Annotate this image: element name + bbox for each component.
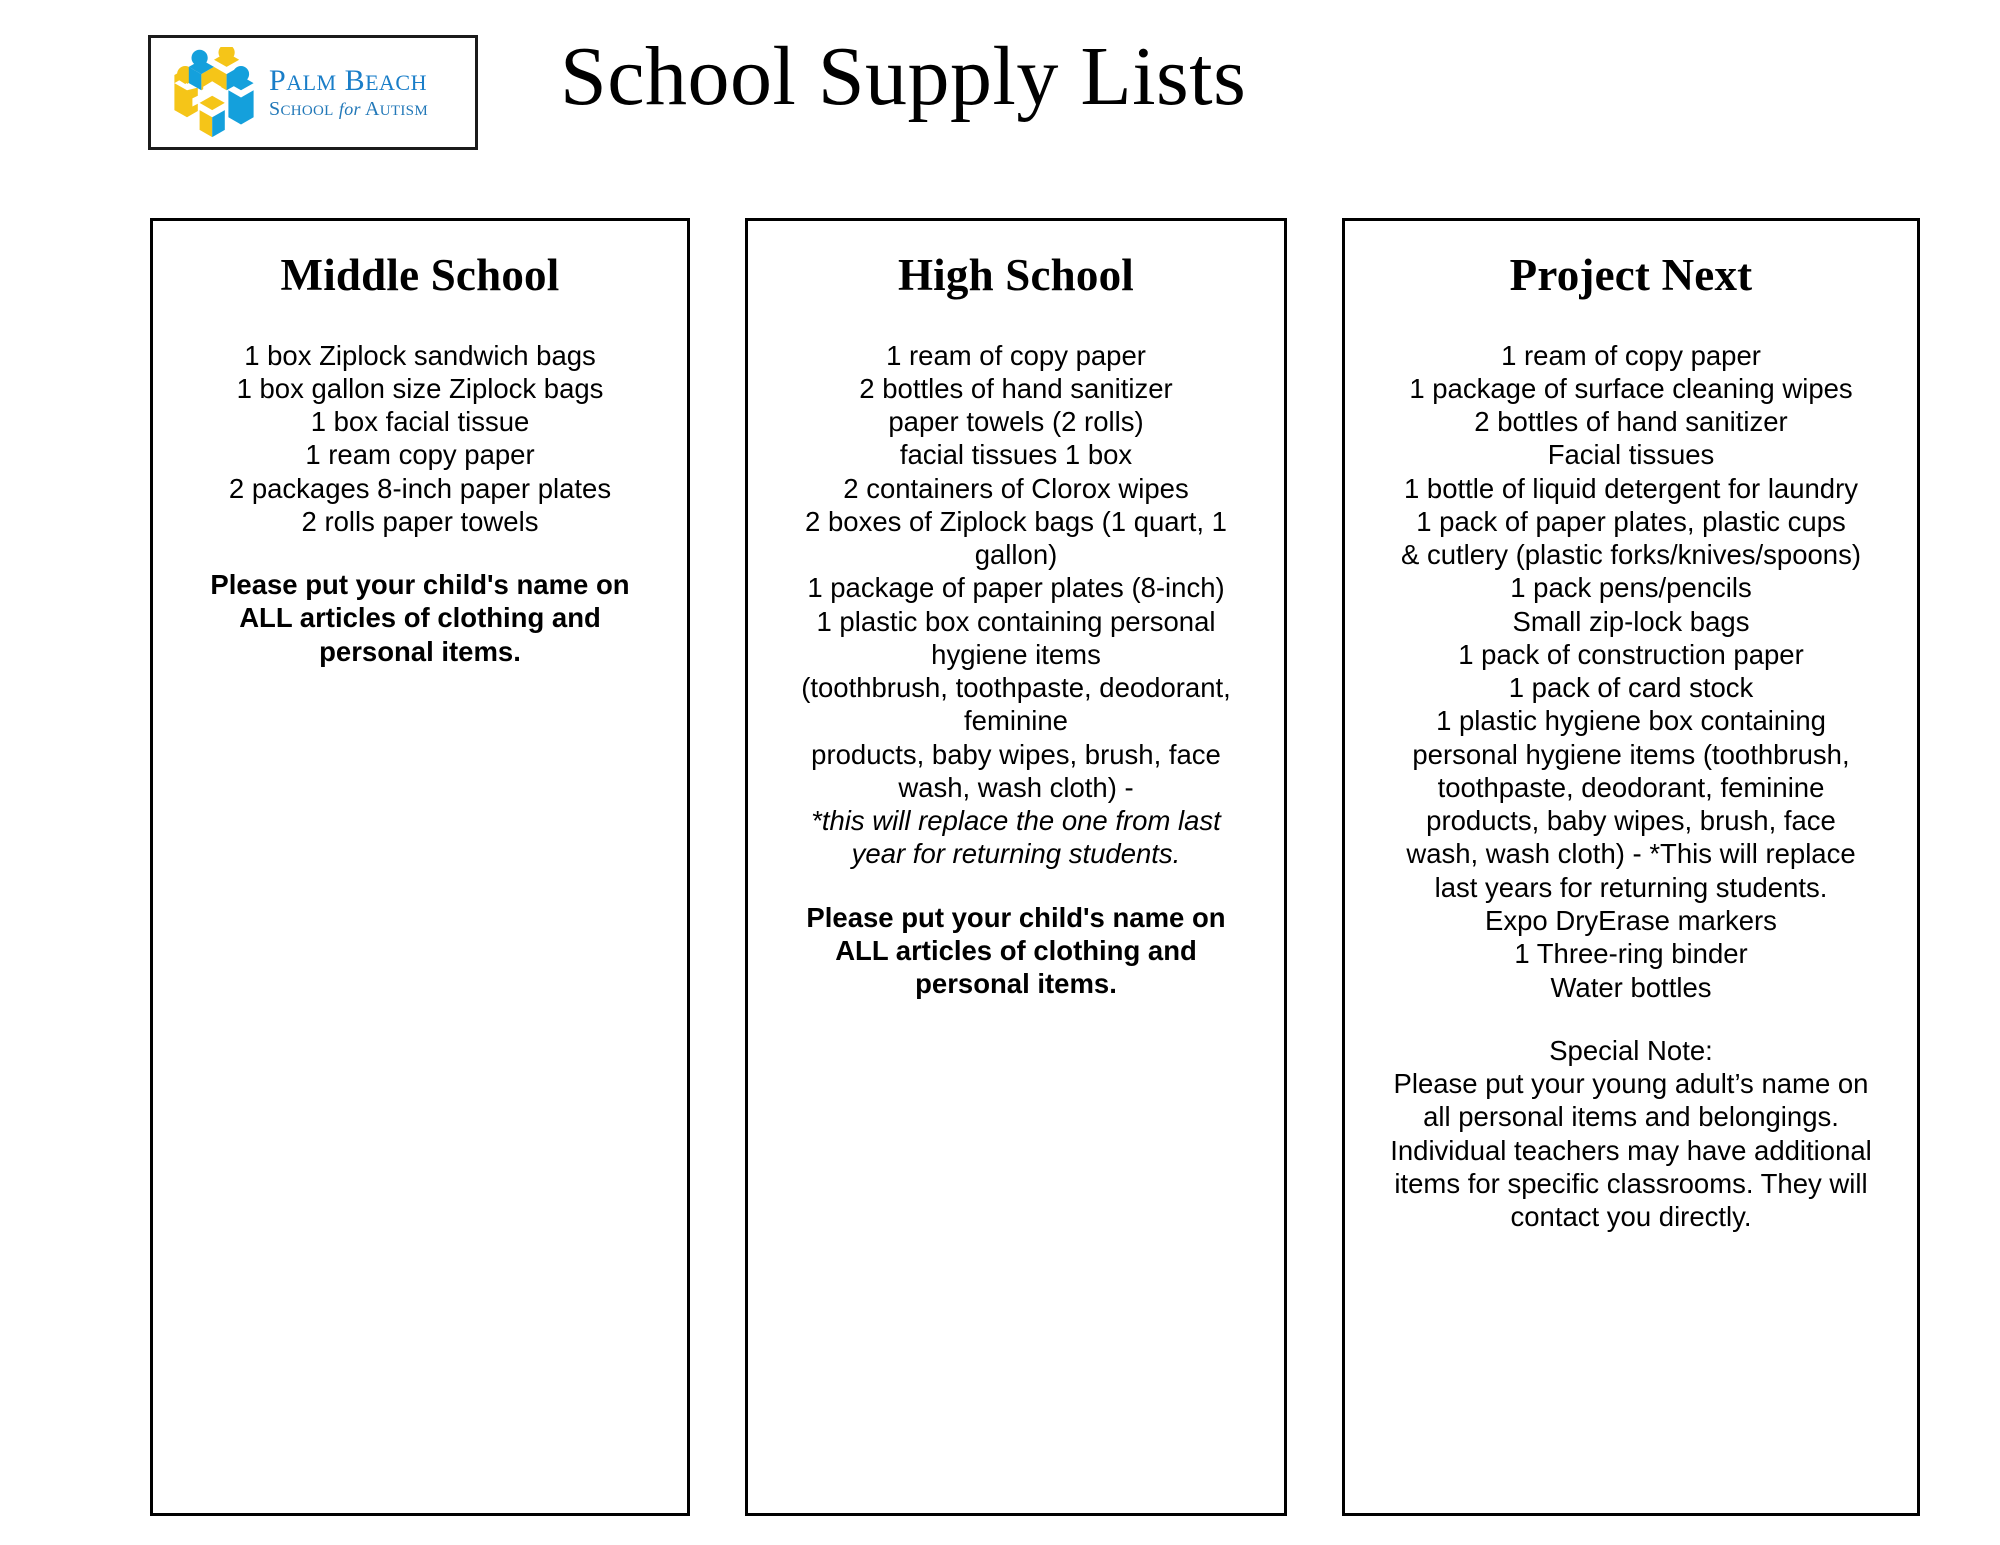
list-item: *this will replace the one from last (811, 805, 1221, 837)
list-item: wash, wash cloth) - *This will replace (1406, 838, 1856, 870)
list-item: 1 bottle of liquid detergent for laundry (1403, 472, 1859, 504)
list-item: 1 box gallon size Ziplock bags (236, 372, 604, 404)
list-item: 1 pack of paper plates, plastic cups (1416, 505, 1846, 537)
list-item: Individual teachers may have additional (1390, 1134, 1872, 1166)
palm-beach-school-for-autism-logo-icon (169, 47, 259, 139)
list-spacer (1359, 1004, 1903, 1034)
list-item: personal items. (915, 968, 1117, 1000)
list-item: personal hygiene items (toothbrush, (1412, 738, 1850, 770)
supply-list-card-high-school (745, 218, 1287, 1516)
list-item: Facial tissues (1547, 439, 1715, 471)
list-item: 1 pack of card stock (1508, 672, 1754, 704)
list-item: toothpaste, deodorant, feminine (1437, 771, 1825, 803)
page-title: School Supply Lists (560, 30, 1247, 123)
list-item: 2 bottles of hand sanitizer (859, 372, 1173, 404)
column-title-high-school: High School (897, 250, 1134, 300)
supply-lists-columns (0, 218, 2000, 1516)
list-item: facial tissues 1 box (899, 439, 1133, 471)
column-title-project-next: Project Next (1509, 250, 1753, 300)
list-item: last years for returning students. (1434, 871, 1828, 903)
list-item: 2 packages 8-inch paper plates (228, 472, 612, 504)
list-item: Please put your child's name on (210, 569, 630, 601)
list-item: 1 plastic box containing personal (816, 605, 1216, 637)
list-item: 1 ream of copy paper (1501, 339, 1761, 371)
supply-list-middle-school (167, 339, 673, 668)
list-item: 1 package of surface cleaning wipes (1409, 372, 1853, 404)
list-item: 1 ream of copy paper (886, 339, 1146, 371)
list-item: products, baby wipes, brush, face (811, 738, 1221, 770)
list-item: 1 box Ziplock sandwich bags (244, 339, 596, 371)
list-item: Water bottles (1550, 971, 1712, 1003)
list-item: all personal items and belongings. (1423, 1101, 1839, 1133)
list-item: Special Note: (1549, 1034, 1713, 1066)
logo-wordmark (269, 65, 428, 121)
list-item: gallon) (974, 539, 1058, 571)
list-item: Please put your young adult’s name on (1393, 1068, 1869, 1100)
list-spacer (167, 538, 673, 568)
list-item: contact you directly. (1510, 1201, 1752, 1233)
supply-list-project-next (1359, 339, 1903, 1234)
list-item: 1 pack pens/pencils (1510, 572, 1752, 604)
list-item: 1 plastic hygiene box containing (1436, 705, 1826, 737)
list-item: 2 containers of Clorox wipes (843, 472, 1189, 504)
list-item: 1 box facial tissue (310, 406, 530, 438)
logo-line-palm-beach: PALM BEACH (269, 63, 427, 97)
list-item: 1 pack of construction paper (1458, 638, 1804, 670)
list-item: ALL articles of clothing and (835, 935, 1197, 967)
list-item: Expo DryErase markers (1485, 905, 1777, 937)
list-item: feminine (964, 705, 1068, 737)
supply-list-card-middle-school (150, 218, 690, 1516)
page-header (0, 0, 2000, 150)
logo-line-school-for-autism: SCHOOL for AUTISM (269, 98, 428, 121)
list-item: paper towels (2 rolls) (888, 406, 1144, 438)
list-item: year for returning students. (851, 838, 1181, 870)
column-title-middle-school: Middle School (280, 250, 560, 300)
list-item: Please put your child's name on (806, 901, 1226, 933)
supply-list-card-project-next (1342, 218, 1920, 1516)
list-item: products, baby wipes, brush, face (1426, 805, 1836, 837)
list-item: ALL articles of clothing and (239, 602, 601, 634)
list-item: 1 ream copy paper (305, 439, 535, 471)
list-item: 1 Three-ring binder (1514, 938, 1748, 970)
list-spacer (762, 871, 1270, 901)
list-item: & cutlery (plastic forks/knives/spoons) (1400, 539, 1862, 571)
list-item: (toothbrush, toothpaste, deodorant, (801, 672, 1231, 704)
list-item: wash, wash cloth) - (898, 771, 1134, 803)
list-item: 2 bottles of hand sanitizer (1474, 406, 1788, 438)
list-item: hygiene items (931, 638, 1101, 670)
list-item: personal items. (319, 635, 521, 667)
school-logo-box (148, 35, 478, 150)
list-item: 2 boxes of Ziplock bags (1 quart, 1 (805, 505, 1227, 537)
list-item: items for specific classrooms. They will (1394, 1167, 1868, 1199)
list-item: Small zip-lock bags (1512, 605, 1750, 637)
list-item: 2 rolls paper towels (301, 505, 539, 537)
supply-list-high-school (762, 339, 1270, 1001)
list-item: 1 package of paper plates (8-inch) (807, 572, 1225, 604)
